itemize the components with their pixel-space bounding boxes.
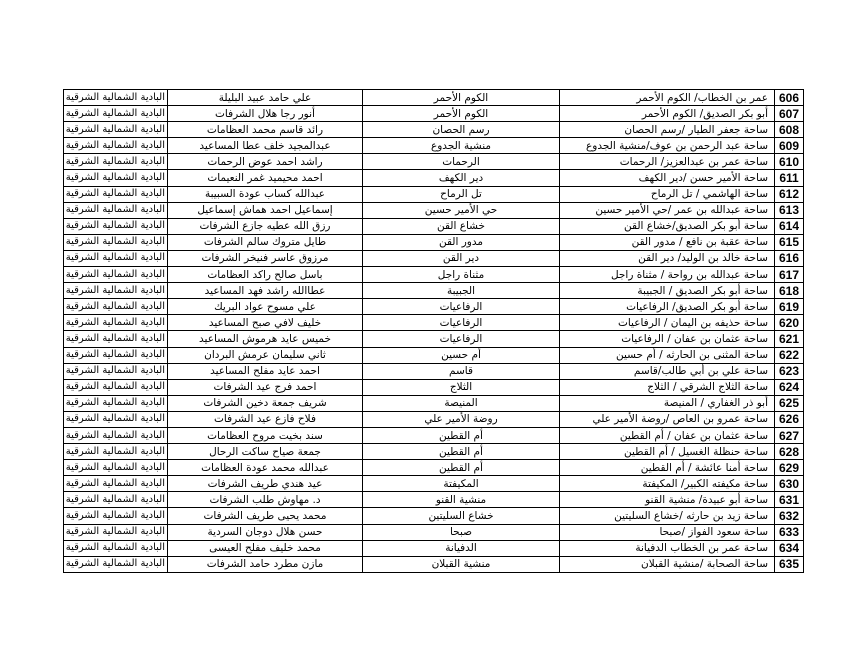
region-name-cell: البادية الشمالية الشرقية bbox=[64, 234, 168, 250]
table-row bbox=[64, 90, 804, 106]
table-row bbox=[64, 154, 804, 170]
row-number-cell: 607 bbox=[775, 106, 804, 122]
location-name-cell: ساحة أبو بكر الصديق/خشاع القن bbox=[560, 218, 775, 234]
person-name-cell: احمد فرج عيد الشرفات bbox=[168, 379, 363, 395]
area-name-cell: قاسم bbox=[363, 363, 560, 379]
person-name-cell: علي مسوح عواد البريك bbox=[168, 299, 363, 315]
location-name-cell: ساحة الثلاج الشرقي / الثلاج bbox=[560, 379, 775, 395]
person-name-cell: أنور رجا هلال الشرفات bbox=[168, 106, 363, 122]
person-name-cell: راشد احمد عوض الرحمات bbox=[168, 154, 363, 170]
table-row bbox=[64, 540, 804, 556]
area-name-cell: أم القطين bbox=[363, 460, 560, 476]
person-name-cell: عيد هندي طريف الشرفات bbox=[168, 476, 363, 492]
row-number-cell: 625 bbox=[775, 395, 804, 411]
table-row bbox=[64, 460, 804, 476]
location-name-cell: ساحة علي بن أبي طالب/قاسم bbox=[560, 363, 775, 379]
person-name-cell: خميس عايد هرموش المساعيد bbox=[168, 331, 363, 347]
row-number-cell: 610 bbox=[775, 154, 804, 170]
person-name-cell: علي حامد عبيد البليلة bbox=[168, 90, 363, 106]
row-number-cell: 611 bbox=[775, 170, 804, 186]
area-name-cell: خشاع السليتين bbox=[363, 508, 560, 524]
row-number-cell: 620 bbox=[775, 315, 804, 331]
table-row bbox=[64, 122, 804, 138]
region-name-cell: البادية الشمالية الشرقية bbox=[64, 122, 168, 138]
area-name-cell: الثلاج bbox=[363, 379, 560, 395]
region-name-cell: البادية الشمالية الشرقية bbox=[64, 347, 168, 363]
person-name-cell: إسماعيل احمد هماش إسماعيل bbox=[168, 202, 363, 218]
location-name-cell: ساحة عمر بن عبدالعزيز/ الرحمات bbox=[560, 154, 775, 170]
location-name-cell: ساحة أبو بكر الصديق / الجبيبة bbox=[560, 283, 775, 299]
region-name-cell: البادية الشمالية الشرقية bbox=[64, 331, 168, 347]
location-name-cell: ساحة حنظلة الغسيل / أم القطين bbox=[560, 444, 775, 460]
table-row bbox=[64, 186, 804, 202]
location-name-cell: عمر بن الخطاب/ الكوم الأحمر bbox=[560, 90, 775, 106]
row-number-cell: 619 bbox=[775, 299, 804, 315]
person-name-cell: عبدالله كساب عودة السبيبة bbox=[168, 186, 363, 202]
area-name-cell: حي الأمير حسين bbox=[363, 202, 560, 218]
person-name-cell: طايل متروك سالم الشرفات bbox=[168, 234, 363, 250]
row-number-cell: 629 bbox=[775, 460, 804, 476]
table-row bbox=[64, 250, 804, 266]
records-table bbox=[63, 89, 804, 573]
table-row bbox=[64, 299, 804, 315]
region-name-cell: البادية الشمالية الشرقية bbox=[64, 427, 168, 443]
area-name-cell: منشية الجدوع bbox=[363, 138, 560, 154]
area-name-cell: خشاع القن bbox=[363, 218, 560, 234]
person-name-cell: خليف لافي صبح المساعيد bbox=[168, 315, 363, 331]
person-name-cell: مازن مطرد حامد الشرفات bbox=[168, 556, 363, 572]
location-name-cell: ساحة الهاشمي / تل الرماح bbox=[560, 186, 775, 202]
person-name-cell: شريف جمعة دخين الشرفات bbox=[168, 395, 363, 411]
area-name-cell: أم القطين bbox=[363, 444, 560, 460]
region-name-cell: البادية الشمالية الشرقية bbox=[64, 299, 168, 315]
region-name-cell: البادية الشمالية الشرقية bbox=[64, 460, 168, 476]
location-name-cell: ساحة عمر بن الخطاب الدفيانة bbox=[560, 540, 775, 556]
region-name-cell: البادية الشمالية الشرقية bbox=[64, 556, 168, 572]
location-name-cell: ساحة عبد الرحمن بن عوف/منشية الجدوع bbox=[560, 138, 775, 154]
area-name-cell: الرفاعيات bbox=[363, 331, 560, 347]
area-name-cell: الكوم الأحمر bbox=[363, 106, 560, 122]
location-name-cell: ساحة جعفر الطيار /رسم الحصان bbox=[560, 122, 775, 138]
region-name-cell: البادية الشمالية الشرقية bbox=[64, 492, 168, 508]
table-row bbox=[64, 363, 804, 379]
region-name-cell: البادية الشمالية الشرقية bbox=[64, 170, 168, 186]
region-name-cell: البادية الشمالية الشرقية bbox=[64, 138, 168, 154]
row-number-cell: 614 bbox=[775, 218, 804, 234]
table-row bbox=[64, 524, 804, 540]
location-name-cell: ساحة أبو عبيدة/ منشية القنو bbox=[560, 492, 775, 508]
region-name-cell: البادية الشمالية الشرقية bbox=[64, 106, 168, 122]
region-name-cell: البادية الشمالية الشرقية bbox=[64, 154, 168, 170]
region-name-cell: البادية الشمالية الشرقية bbox=[64, 315, 168, 331]
row-number-cell: 632 bbox=[775, 508, 804, 524]
area-name-cell: الدفيانة bbox=[363, 540, 560, 556]
table-row bbox=[64, 106, 804, 122]
table-body bbox=[64, 90, 804, 573]
location-name-cell: أبو ذر الغفاري / المنيصة bbox=[560, 395, 775, 411]
row-number-cell: 616 bbox=[775, 250, 804, 266]
area-name-cell: المنيصة bbox=[363, 395, 560, 411]
location-name-cell: ساحة زيد بن حارثه /خشاع السليتين bbox=[560, 508, 775, 524]
row-number-cell: 608 bbox=[775, 122, 804, 138]
row-number-cell: 630 bbox=[775, 476, 804, 492]
area-name-cell: رسم الحصان bbox=[363, 122, 560, 138]
location-name-cell: ساحة الأمير حسن /دير الكهف bbox=[560, 170, 775, 186]
region-name-cell: البادية الشمالية الشرقية bbox=[64, 218, 168, 234]
location-name-cell: ساحة مكيفته الكبير/ المكيفتة bbox=[560, 476, 775, 492]
table-row bbox=[64, 234, 804, 250]
person-name-cell: فلاح فازع عيد الشرفات bbox=[168, 411, 363, 427]
row-number-cell: 626 bbox=[775, 411, 804, 427]
area-name-cell: تل الرماح bbox=[363, 186, 560, 202]
area-name-cell: الكوم الأحمر bbox=[363, 90, 560, 106]
table-row bbox=[64, 283, 804, 299]
location-name-cell: ساحة أبو بكر الصديق/ الرفاعيات bbox=[560, 299, 775, 315]
table-row bbox=[64, 202, 804, 218]
area-name-cell: الرحمات bbox=[363, 154, 560, 170]
row-number-cell: 613 bbox=[775, 202, 804, 218]
row-number-cell: 609 bbox=[775, 138, 804, 154]
region-name-cell: البادية الشمالية الشرقية bbox=[64, 267, 168, 283]
row-number-cell: 624 bbox=[775, 379, 804, 395]
person-name-cell: حسن هلال دوجان السردية bbox=[168, 524, 363, 540]
region-name-cell: البادية الشمالية الشرقية bbox=[64, 524, 168, 540]
location-name-cell: ساحة عبدالله بن رواحة / مثناة راجل bbox=[560, 267, 775, 283]
row-number-cell: 633 bbox=[775, 524, 804, 540]
person-name-cell: احمد عايد مفلح المساعيد bbox=[168, 363, 363, 379]
table-row bbox=[64, 379, 804, 395]
person-name-cell: محمد يحيى طريف الشرفات bbox=[168, 508, 363, 524]
area-name-cell: المكيفتة bbox=[363, 476, 560, 492]
table-row bbox=[64, 411, 804, 427]
region-name-cell: البادية الشمالية الشرقية bbox=[64, 202, 168, 218]
location-name-cell: ساحة عمرو بن العاص /روضة الأمير علي bbox=[560, 411, 775, 427]
location-name-cell: أبو بكر الصديق/ الكوم الأحمر bbox=[560, 106, 775, 122]
person-name-cell: رائد قاسم محمد العظامات bbox=[168, 122, 363, 138]
region-name-cell: البادية الشمالية الشرقية bbox=[64, 411, 168, 427]
location-name-cell: ساحة الصحابة /منشية القبلان bbox=[560, 556, 775, 572]
area-name-cell: روضة الأمير علي bbox=[363, 411, 560, 427]
region-name-cell: البادية الشمالية الشرقية bbox=[64, 283, 168, 299]
row-number-cell: 617 bbox=[775, 267, 804, 283]
region-name-cell: البادية الشمالية الشرقية bbox=[64, 379, 168, 395]
person-name-cell: باسل صالح راكد العظامات bbox=[168, 267, 363, 283]
row-number-cell: 627 bbox=[775, 427, 804, 443]
area-name-cell: مدور القن bbox=[363, 234, 560, 250]
person-name-cell: عطاالله راشد فهد المساعيد bbox=[168, 283, 363, 299]
table-row bbox=[64, 267, 804, 283]
region-name-cell: البادية الشمالية الشرقية bbox=[64, 90, 168, 106]
table-row bbox=[64, 427, 804, 443]
location-name-cell: ساحة أمنا عائشة / أم القطين bbox=[560, 460, 775, 476]
table-row bbox=[64, 347, 804, 363]
row-number-cell: 606 bbox=[775, 90, 804, 106]
location-name-cell: ساحة عقبة بن نافع / مدور القن bbox=[560, 234, 775, 250]
location-name-cell: ساحة حذيفه بن اليمان / الرفاعيات bbox=[560, 315, 775, 331]
person-name-cell: محمد خليف مفلح العيسى bbox=[168, 540, 363, 556]
location-name-cell: ساحة عثمان بن عفان / الرفاعيات bbox=[560, 331, 775, 347]
row-number-cell: 612 bbox=[775, 186, 804, 202]
table-row bbox=[64, 170, 804, 186]
person-name-cell: د. مهاوش طلب الشرفات bbox=[168, 492, 363, 508]
table-row bbox=[64, 556, 804, 572]
table-row bbox=[64, 331, 804, 347]
location-name-cell: ساحة عثمان بن عفان / أم القطين bbox=[560, 427, 775, 443]
region-name-cell: البادية الشمالية الشرقية bbox=[64, 444, 168, 460]
area-name-cell: دير القن bbox=[363, 250, 560, 266]
area-name-cell: منشية القبلان bbox=[363, 556, 560, 572]
person-name-cell: مرزوق عاسر فنيخر الشرفات bbox=[168, 250, 363, 266]
row-number-cell: 628 bbox=[775, 444, 804, 460]
area-name-cell: مثناة راجل bbox=[363, 267, 560, 283]
row-number-cell: 615 bbox=[775, 234, 804, 250]
region-name-cell: البادية الشمالية الشرقية bbox=[64, 186, 168, 202]
person-name-cell: عبدالمجيد خلف عطا المساعيد bbox=[168, 138, 363, 154]
region-name-cell: البادية الشمالية الشرقية bbox=[64, 250, 168, 266]
person-name-cell: سند بخيت مروح العظامات bbox=[168, 427, 363, 443]
location-name-cell: ساحة عبدالله بن عمر /حي الأمير حسين bbox=[560, 202, 775, 218]
location-name-cell: ساحة المثنى بن الحارثه / أم حسين bbox=[560, 347, 775, 363]
region-name-cell: البادية الشمالية الشرقية bbox=[64, 395, 168, 411]
area-name-cell: الجبيبة bbox=[363, 283, 560, 299]
person-name-cell: جمعة صياح ساكت الرحال bbox=[168, 444, 363, 460]
area-name-cell: منشية القنو bbox=[363, 492, 560, 508]
table-row bbox=[64, 315, 804, 331]
row-number-cell: 634 bbox=[775, 540, 804, 556]
person-name-cell: رزق الله عطيه جازع الشرفات bbox=[168, 218, 363, 234]
row-number-cell: 622 bbox=[775, 347, 804, 363]
region-name-cell: البادية الشمالية الشرقية bbox=[64, 476, 168, 492]
location-name-cell: ساحة سعود الفواز /صبحا bbox=[560, 524, 775, 540]
area-name-cell: دير الكهف bbox=[363, 170, 560, 186]
table-row bbox=[64, 492, 804, 508]
area-name-cell: أم القطين bbox=[363, 427, 560, 443]
region-name-cell: البادية الشمالية الشرقية bbox=[64, 540, 168, 556]
area-name-cell: الرفاعيات bbox=[363, 315, 560, 331]
person-name-cell: احمد محيميد غمر النعيمات bbox=[168, 170, 363, 186]
row-number-cell: 631 bbox=[775, 492, 804, 508]
region-name-cell: البادية الشمالية الشرقية bbox=[64, 508, 168, 524]
person-name-cell: ثاني سليمان عرمش البردان bbox=[168, 347, 363, 363]
table-row bbox=[64, 476, 804, 492]
area-name-cell: الرفاعيات bbox=[363, 299, 560, 315]
table-row bbox=[64, 444, 804, 460]
row-number-cell: 621 bbox=[775, 331, 804, 347]
area-name-cell: صبحا bbox=[363, 524, 560, 540]
row-number-cell: 635 bbox=[775, 556, 804, 572]
table-row bbox=[64, 138, 804, 154]
row-number-cell: 623 bbox=[775, 363, 804, 379]
location-name-cell: ساحة خالد بن الوليد/ دير القن bbox=[560, 250, 775, 266]
table-row bbox=[64, 218, 804, 234]
area-name-cell: أم حسين bbox=[363, 347, 560, 363]
table-row bbox=[64, 508, 804, 524]
row-number-cell: 618 bbox=[775, 283, 804, 299]
table-row bbox=[64, 395, 804, 411]
person-name-cell: عبدالله محمد عودة العظامات bbox=[168, 460, 363, 476]
region-name-cell: البادية الشمالية الشرقية bbox=[64, 363, 168, 379]
